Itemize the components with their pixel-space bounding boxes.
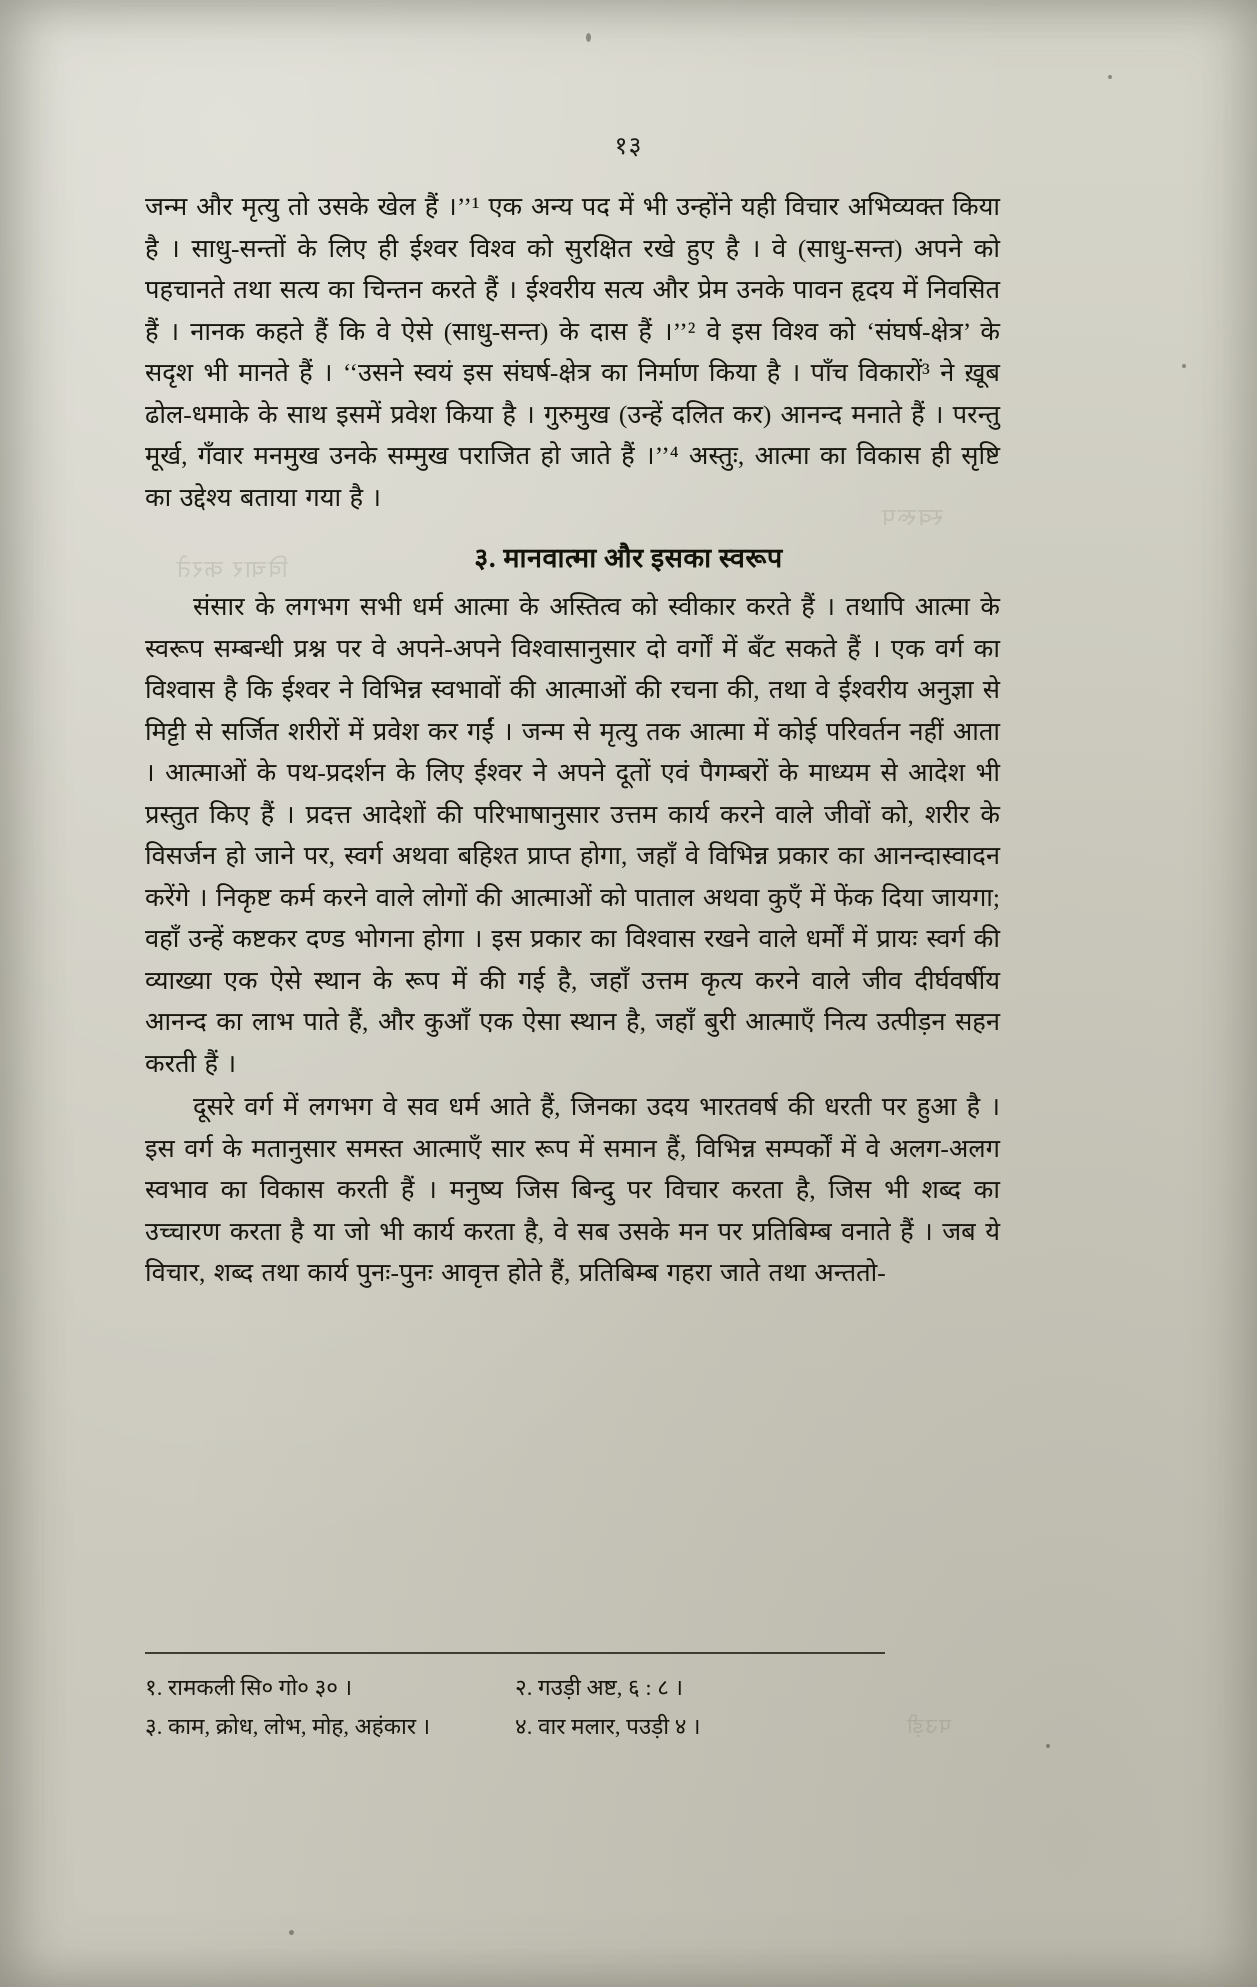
footnote-row	[145, 1668, 1005, 1707]
footnote-row	[145, 1707, 1005, 1746]
body-paragraph-3: दूसरे वर्ग में लगभग वे सव धर्म आते हैं, जिनका उदय भारतवर्ष की धरती पर हुआ है । इस वर्ग के मतानुसार समस्त आत्माएँ सार रूप में समान हैं, विभिन्न सम्पर्कों में वे अलग-अलग स्वभाव का विकास करती हैं । मनुष्य जिस बिन्दु पर विचार करता है, जिस भी शब्द का उच्चारण करता है या जो भी कार्य करता है, वे सब उसके मन पर प्रतिबिम्ब वनाते हैं । जब ये विचार, शब्द तथा कार्य पुनः-पुनः आवृत्त होते हैं, प्रतिबिम्ब गहरा जाते तथा अन्ततो-	[145, 1092, 1000, 1287]
ghost-text-line-2: विचार करते	[175, 557, 288, 583]
scan-speck	[1108, 75, 1112, 79]
footnote-2: २. गउड़ी अष्ट, ६ : ८ ।	[515, 1675, 684, 1700]
footnote-divider	[145, 1652, 885, 1654]
body-paragraph-1: जन्म और मृत्यु तो उसके खेल हैं ।’’¹ एक अन्य पद में भी उन्होंने यही विचार अभिव्यक्त किया है । साधु-सन्तों के लिए ही ईश्वर विश्व को सुरक्षित रखे हुए है । वे (साधु-सन्त) अपने को पहचानते तथा सत्य का चिन्तन करते हैं । ईश्वरीय सत्य और प्रेम उनके पावन हृदय में निवसित हैं । नानक कहते हैं कि वे ऐसे (साधु-सन्त) के दास हैं ।’’² वे इस विश्व को ‘संघर्ष-क्षेत्र’ के सदृश भी मानते हैं । ‘‘उसने स्वयं इस संघर्ष-क्षेत्र का निर्माण किया है । पाँच विकारों³ ने ख़ूब ढोल-धमाके के साथ इसमें प्रवेश किया है । गुरुमुख (उन्हें दलित कर) आनन्द मनाते हैं । परन्तु मूर्ख, गँवार मनमुख उनके सम्मुख पराजित हो जाते हैं ।’’⁴ अस्तुः, आत्मा का विकास ही सृष्टि का उद्देश्य बताया गया है ।	[145, 192, 1001, 512]
footnote-area	[145, 1668, 1005, 1746]
footnote-3: ३. काम, क्रोध, लोभ, मोह, अहंकार ।	[145, 1714, 431, 1739]
ghost-text-line-3: पउड़ी	[905, 1714, 952, 1738]
footnote-1: १. रामकली सि० गो० ३० ।	[145, 1675, 353, 1700]
page-number: १३	[614, 133, 643, 160]
scan-speck	[1046, 1744, 1050, 1748]
scan-speck	[586, 33, 591, 42]
footnote-4: ४. वार मलार, पउड़ी ४ ।	[515, 1714, 701, 1739]
scan-speck	[1182, 364, 1186, 368]
section-heading: ३. मानवात्मा और इसका स्वरूप	[474, 543, 783, 573]
ghost-text-line-1: स्वरूप	[880, 505, 943, 531]
scan-speck	[289, 1930, 294, 1935]
body-paragraph-2: संसार के लगभग सभी धर्म आत्मा के अस्तित्व को स्वीकार करते हैं । तथापि आत्मा के स्वरूप सम्बन्धी प्रश्न पर वे अपने-अपने विश्वासानुसार दो वर्गों में बँट सकते हैं । एक वर्ग का विश्वास है कि ईश्वर ने विभिन्न स्वभावों की आत्माओं की रचना की, तथा वे ईश्वरीय अनुज्ञा से मिट्टी से सर्जित शरीरों में प्रवेश कर गईं । जन्म से मृत्यु तक आत्मा में कोई परिवर्तन नहीं आता । आत्माओं के पथ-प्रदर्शन के लिए ईश्वर ने अपने दूतों एवं पैगम्बरों के माध्यम से आदेश भी प्रस्तुत किए हैं । प्रदत्त आदेशों की परिभाषानुसार उत्तम कार्य करने वाले जीवों को, शरीर के विसर्जन हो जाने पर, स्वर्ग अथवा बहिश्त प्राप्त होगा, जहाँ वे विभिन्न प्रकार का आनन्दास्वादन करेंगे । निकृष्ट कर्म करने वाले लोगों की आत्माओं को पाताल अथवा कुएँ में फेंक दिया जायगा; वहाँ उन्हें कष्टकर दण्ड भोगना होगा । इस प्रकार का विश्वास रखने वाले धर्मों में प्रायः स्वर्ग की व्याख्या एक ऐसे स्थान के रूप में की गई है, जहाँ उत्तम कृत्य करने वाले जीव दीर्घवर्षीय आनन्द का लाभ पाते हैं, और कुआँ एक ऐसा स्थान है, जहाँ बुरी आत्माएँ नित्य उत्पीड़न सहन करती हैं ।	[145, 592, 1000, 1078]
